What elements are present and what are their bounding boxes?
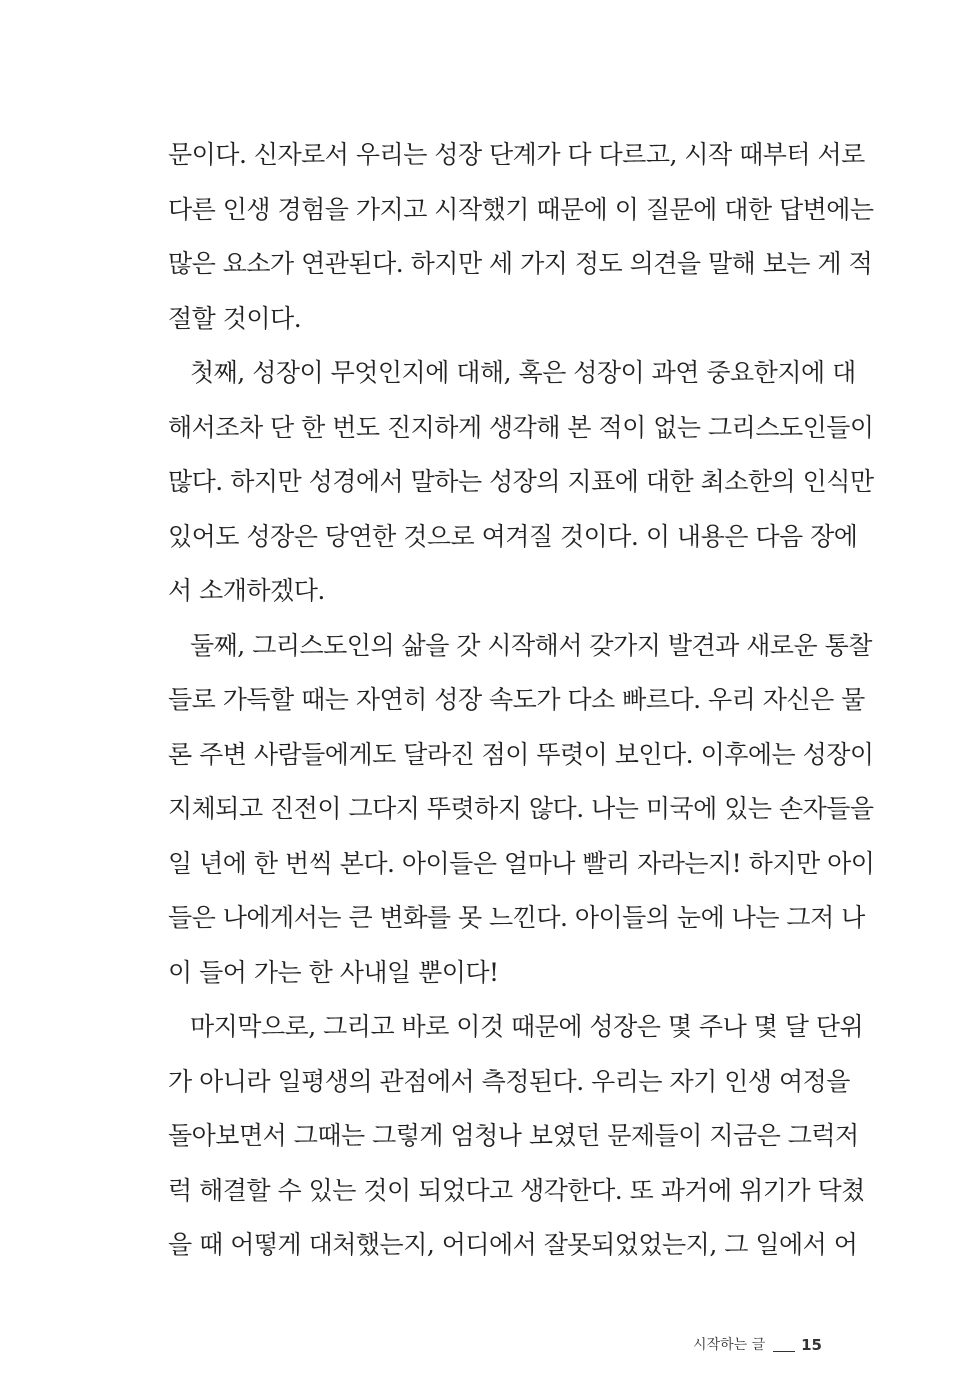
text-line: 많다. 하지만 성경에서 말하는 성장의 지표에 대한 최소한의 인식만: [168, 467, 874, 496]
text-line: 들로 가득할 때는 자연히 성장 속도가 다소 빠르다. 우리 자신은 물: [168, 685, 865, 714]
text-line: 럭 해결할 수 있는 것이 되었다고 생각한다. 또 과거에 위기가 닥쳤: [168, 1175, 865, 1205]
text-line: 첫째, 성장이 무엇인지에 대해, 혹은 성장이 과연 중요한지에 대: [190, 358, 856, 387]
text-line: 둘째, 그리스도인의 삶을 갓 시작해서 갖가지 발견과 새로운 통찰: [190, 630, 872, 660]
page-footer: [693, 1330, 822, 1354]
body-text: [168, 128, 875, 1273]
text-line: 일 년에 한 번씩 본다. 아이들은 얼마나 빨리 자라는지! 하지만 아이: [168, 848, 875, 878]
text-line: 돌아보면서 그때는 그렇게 엄청나 보였던 문제들이 지금은 그럭저: [168, 1121, 859, 1150]
page-number: 15: [801, 1336, 822, 1354]
text-line: 있어도 성장은 당연한 것으로 여겨질 것이다. 이 내용은 다음 장에: [168, 521, 858, 551]
text-line: 서 소개하겠다.: [168, 576, 325, 605]
text-line: 을 때 어떻게 대처했는지, 어디에서 잘못되었었는지, 그 일에서 어: [168, 1230, 858, 1259]
running-footer-title: 시작하는 글: [693, 1337, 766, 1353]
text-line: 해서조차 단 한 번도 진지하게 생각해 본 적이 없는 그리스도인들이: [168, 412, 874, 442]
text-line: 들은 나에게서는 큰 변화를 못 느낀다. 아이들의 눈에 나는 그저 나: [168, 903, 865, 932]
footer-rule: [773, 1351, 795, 1352]
text-line: 다른 인생 경험을 가지고 시작했기 때문에 이 질문에 대한 답변에는: [168, 194, 874, 224]
text-line: 지체되고 진전이 그다지 뚜렷하지 않다. 나는 미국에 있는 손자들을: [168, 794, 874, 823]
text-line: 론 주변 사람들에게도 달라진 점이 뚜렷이 보인다. 이후에는 성장이: [168, 739, 874, 769]
text-line: 마지막으로, 그리고 바로 이것 때문에 성장은 몇 주나 몇 달 단위: [190, 1012, 864, 1041]
text-line: 이 들어 가는 한 사내일 뿐이다!: [168, 957, 499, 987]
text-line: 가 아니라 일평생의 관점에서 측정된다. 우리는 자기 인생 여정을: [168, 1066, 850, 1096]
text-line: 문이다. 신자로서 우리는 성장 단계가 다 다르고, 시작 때부터 서로: [168, 140, 865, 169]
text-line: 절할 것이다.: [168, 303, 302, 333]
text-line: 많은 요소가 연관된다. 하지만 세 가지 정도 의견을 말해 보는 게 적: [168, 249, 873, 278]
